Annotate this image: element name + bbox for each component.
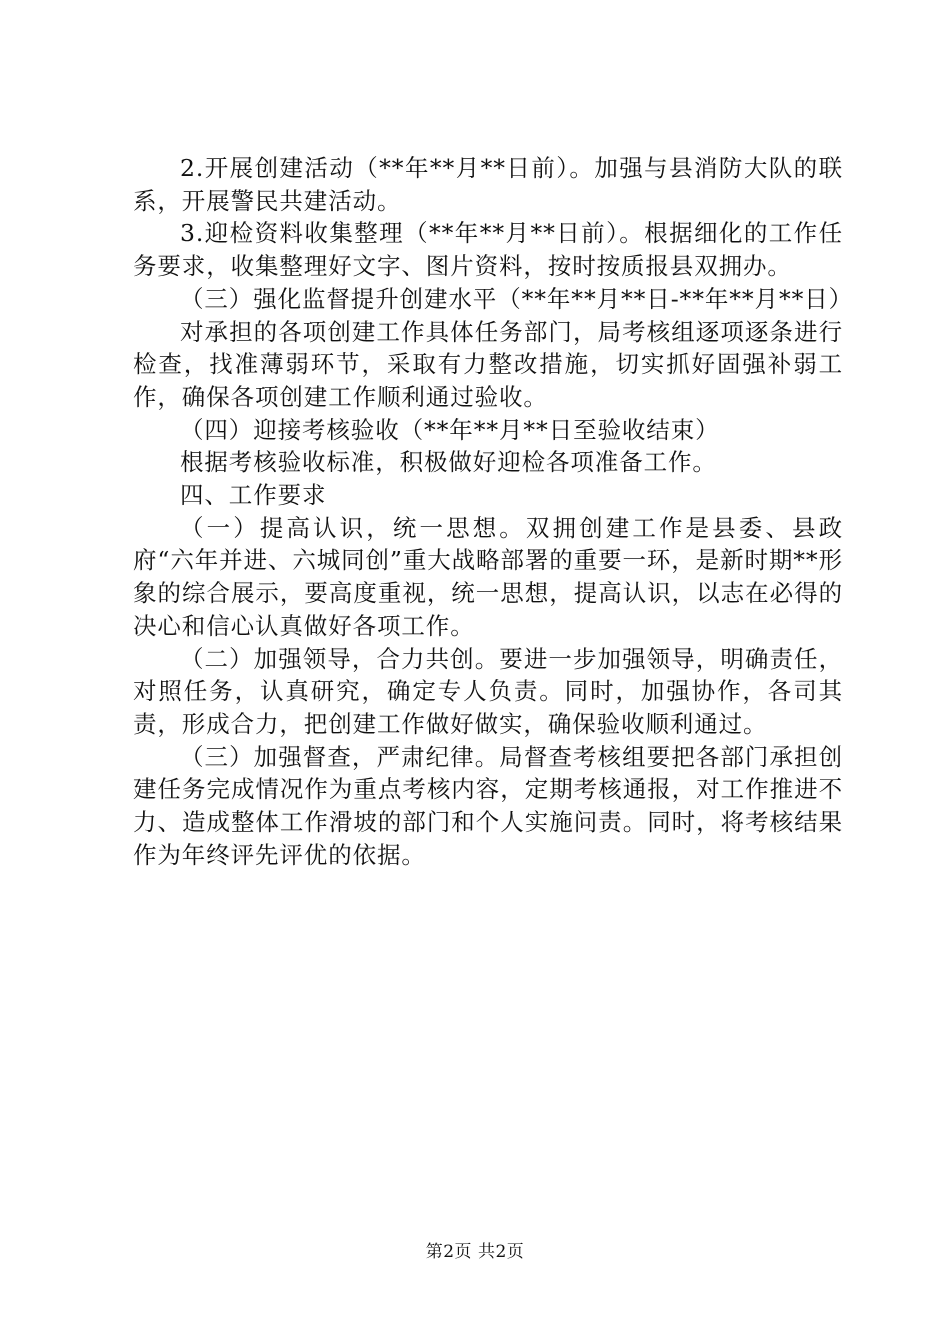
paragraph: （三）加强督查，严肃纪律。局督查考核组要把各部门承担创建任务完成情况作为重点考核内容，定期考核通报，对工作推进不力、造成整体工作滑坡的部门和个人实施问责。同时，将考核结果作为年终评先评优的依据。 [133, 742, 843, 869]
paragraph: （二）加强领导，合力共创。要进一步加强领导，明确责任，对照任务，认真研究，确定专人负责。同时，加强协作，各司其责，形成合力，把创建工作做好做实，确保验收顺利通过。 [133, 644, 843, 738]
section-heading: 四、工作要求 [180, 481, 327, 510]
page-number-label: 第2页 共2页 [425, 1242, 525, 1262]
document-body [133, 152, 854, 871]
paragraph: 根据考核验收标准，积极做好迎检各项准备工作。 [180, 448, 717, 477]
paragraph: 3.迎检资料收集整理（**年**月**日前）。根据细化的工作任务要求，收集整理好文字、图片资料，按时按质报县双拥办。 [133, 219, 843, 281]
paragraph: 对承担的各项创建工作具体任务部门，局考核组逐项逐条进行检查，找准薄弱环节，采取有力整改措施，切实抓好固强补弱工作，确保各项创建工作顺利通过验收。 [133, 317, 843, 411]
page-footer [0, 1241, 950, 1263]
paragraph: （三）强化监督提升创建水平（**年**月**日-**年**月**日） [180, 284, 854, 313]
paragraph: 2.开展创建活动（**年**月**日前）。加强与县消防大队的联系，开展警民共建活动。 [133, 154, 843, 215]
paragraph: （一）提高认识，统一思想。双拥创建工作是县委、县政府“六年并进、六城同创”重大战略部署的重要一环，是新时期**形象的综合展示，要高度重视，统一思想，提高认识，以志在必得的决心和信心认真做好各项工作。 [133, 513, 843, 640]
paragraph: （四）迎接考核验收（**年**月**日至验收结束） [180, 415, 720, 444]
